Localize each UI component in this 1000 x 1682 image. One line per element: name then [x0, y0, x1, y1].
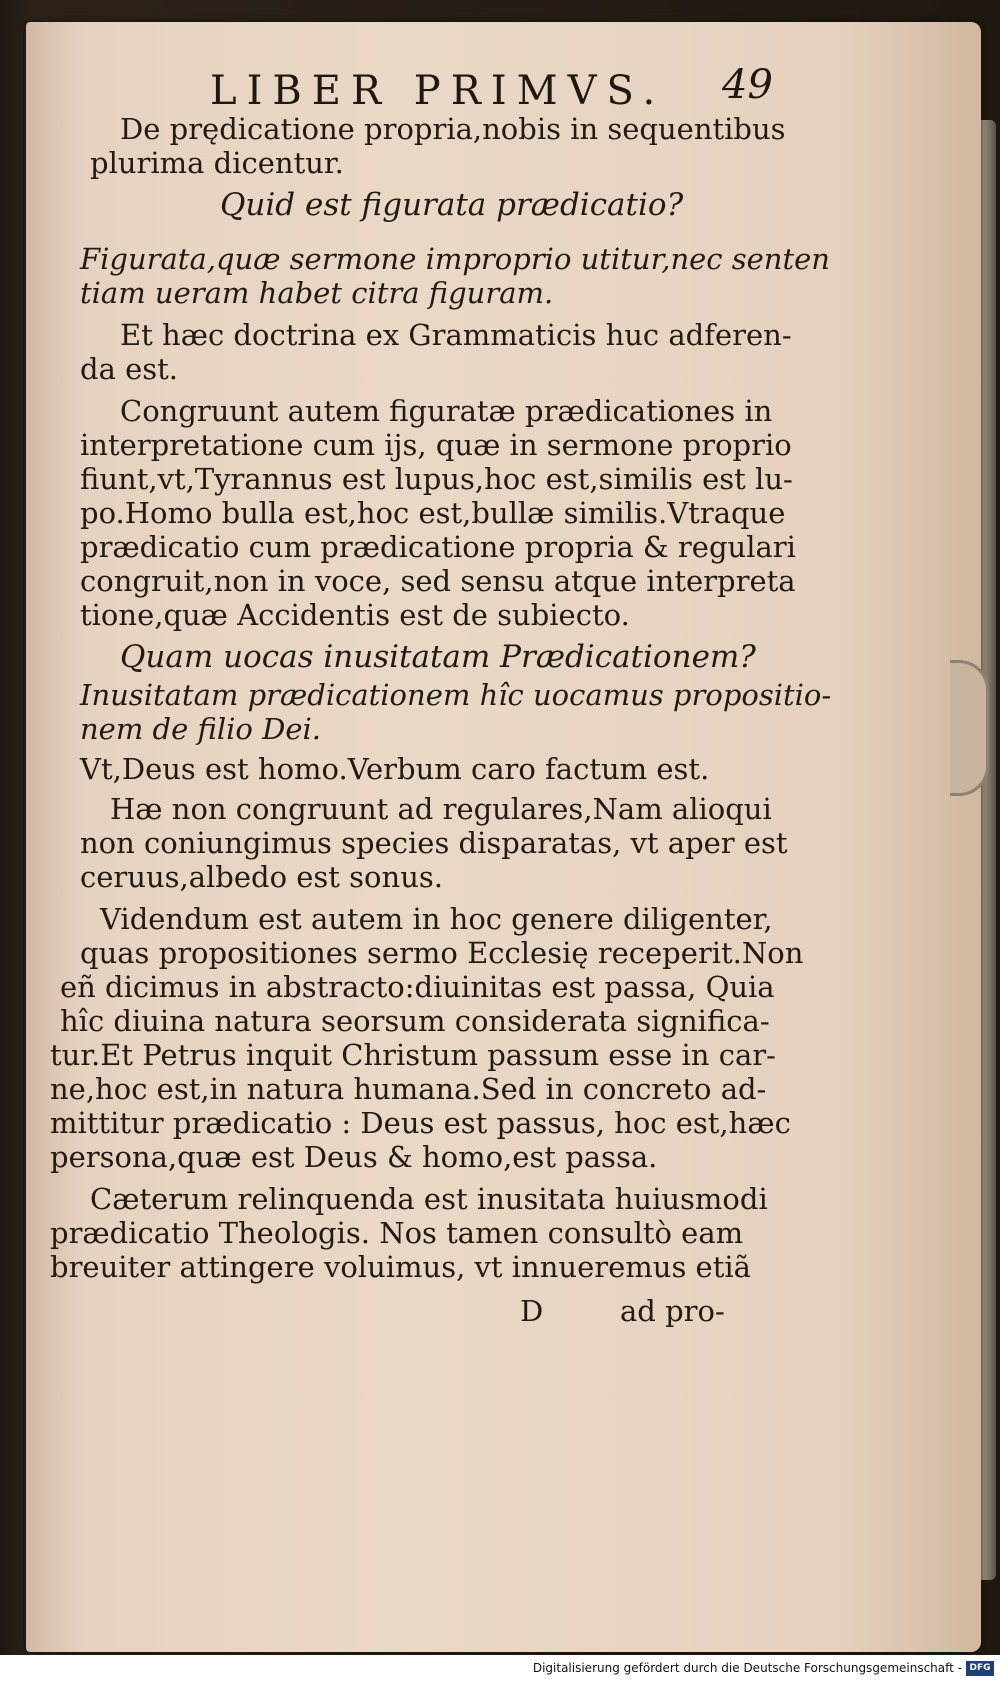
- digitization-footer: [0, 1655, 1000, 1682]
- folio-number: 49: [722, 62, 773, 108]
- text-line: plurima dicentur.: [90, 146, 344, 180]
- text-line: mittitur prædicatio : Deus est passus, hoc est,hæc: [50, 1106, 791, 1140]
- text-line: ceruus,albedo est sonus.: [80, 860, 443, 894]
- text-line: Vt,Deus est homo.Verbum caro factum est.: [80, 752, 710, 786]
- answer-line: Inusitatam prædicationem hîc uocamus propositio-: [80, 678, 832, 712]
- text-line: tione,quæ Accidentis est de subiecto.: [80, 598, 630, 632]
- text-line: po.Homo bulla est,hoc est,bullæ similis.Vtraque: [80, 496, 786, 530]
- text-line: Cæterum relinquenda est inusitata huiusmodi: [90, 1182, 768, 1216]
- text-line: eñ dicimus in abstracto:diuinitas est passa, Quia: [60, 970, 775, 1004]
- catchword: ad pro-: [620, 1294, 725, 1328]
- text-line: De prędicatione propria,nobis in sequentibus: [120, 112, 786, 146]
- text-line: interpretatione cum ijs, quæ in sermone proprio: [80, 428, 792, 462]
- question-heading: Quid est figurata prædicatio?: [220, 187, 684, 223]
- text-line: prædicatio Theologis. Nos tamen consultò eam: [50, 1216, 744, 1250]
- dfg-logo: DFG: [966, 1661, 994, 1676]
- answer-line: Figurata,quæ sermone improprio utitur,nec senten: [80, 242, 830, 276]
- question-heading: Quam uocas inusitatam Prædicationem?: [120, 639, 756, 675]
- text-line: da est.: [80, 352, 178, 386]
- text-line: tur.Et Petrus inquit Christum passum esse in car-: [50, 1038, 776, 1072]
- text-line: Congruunt autem figuratæ prædicationes in: [120, 394, 773, 428]
- text-line: non coniungimus species disparatas, vt aper est: [80, 826, 788, 860]
- text-line: congruit,non in voce, sed sensu atque interpreta: [80, 564, 796, 598]
- text-line: hîc diuina natura seorsum considerata significa-: [60, 1004, 770, 1038]
- running-title: LIBER PRIMVS.: [210, 68, 666, 114]
- text-line: Et hæc doctrina ex Grammaticis huc adferen-: [120, 318, 792, 352]
- signature-mark: D: [520, 1294, 544, 1328]
- text-line: breuiter attingere voluimus, vt innueremus etiã: [50, 1250, 751, 1284]
- answer-line: tiam ueram habet citra figuram.: [80, 276, 554, 310]
- text-line: ne,hoc est,in natura humana.Sed in concreto ad-: [50, 1072, 767, 1106]
- text-line: Videndum est autem in hoc genere diligenter,: [100, 902, 773, 936]
- text-line: fiunt,vt,Tyrannus est lupus,hoc est,similis est lu-: [80, 462, 793, 496]
- text-line: persona,quæ est Deus & homo,est passa.: [50, 1140, 658, 1174]
- text-line: quas propositiones sermo Ecclesię receperit.Non: [80, 936, 804, 970]
- text-line: Hæ non congruunt ad regulares,Nam alioqui: [110, 792, 772, 826]
- answer-line: nem de filio Dei.: [80, 712, 321, 746]
- page-clip: [950, 660, 989, 796]
- digitization-credit: Digitalisierung gefördert durch die Deutsche Forschungsgemeinschaft -: [532, 1661, 962, 1675]
- text-line: prædicatio cum prædicatione propria & regulari: [80, 530, 796, 564]
